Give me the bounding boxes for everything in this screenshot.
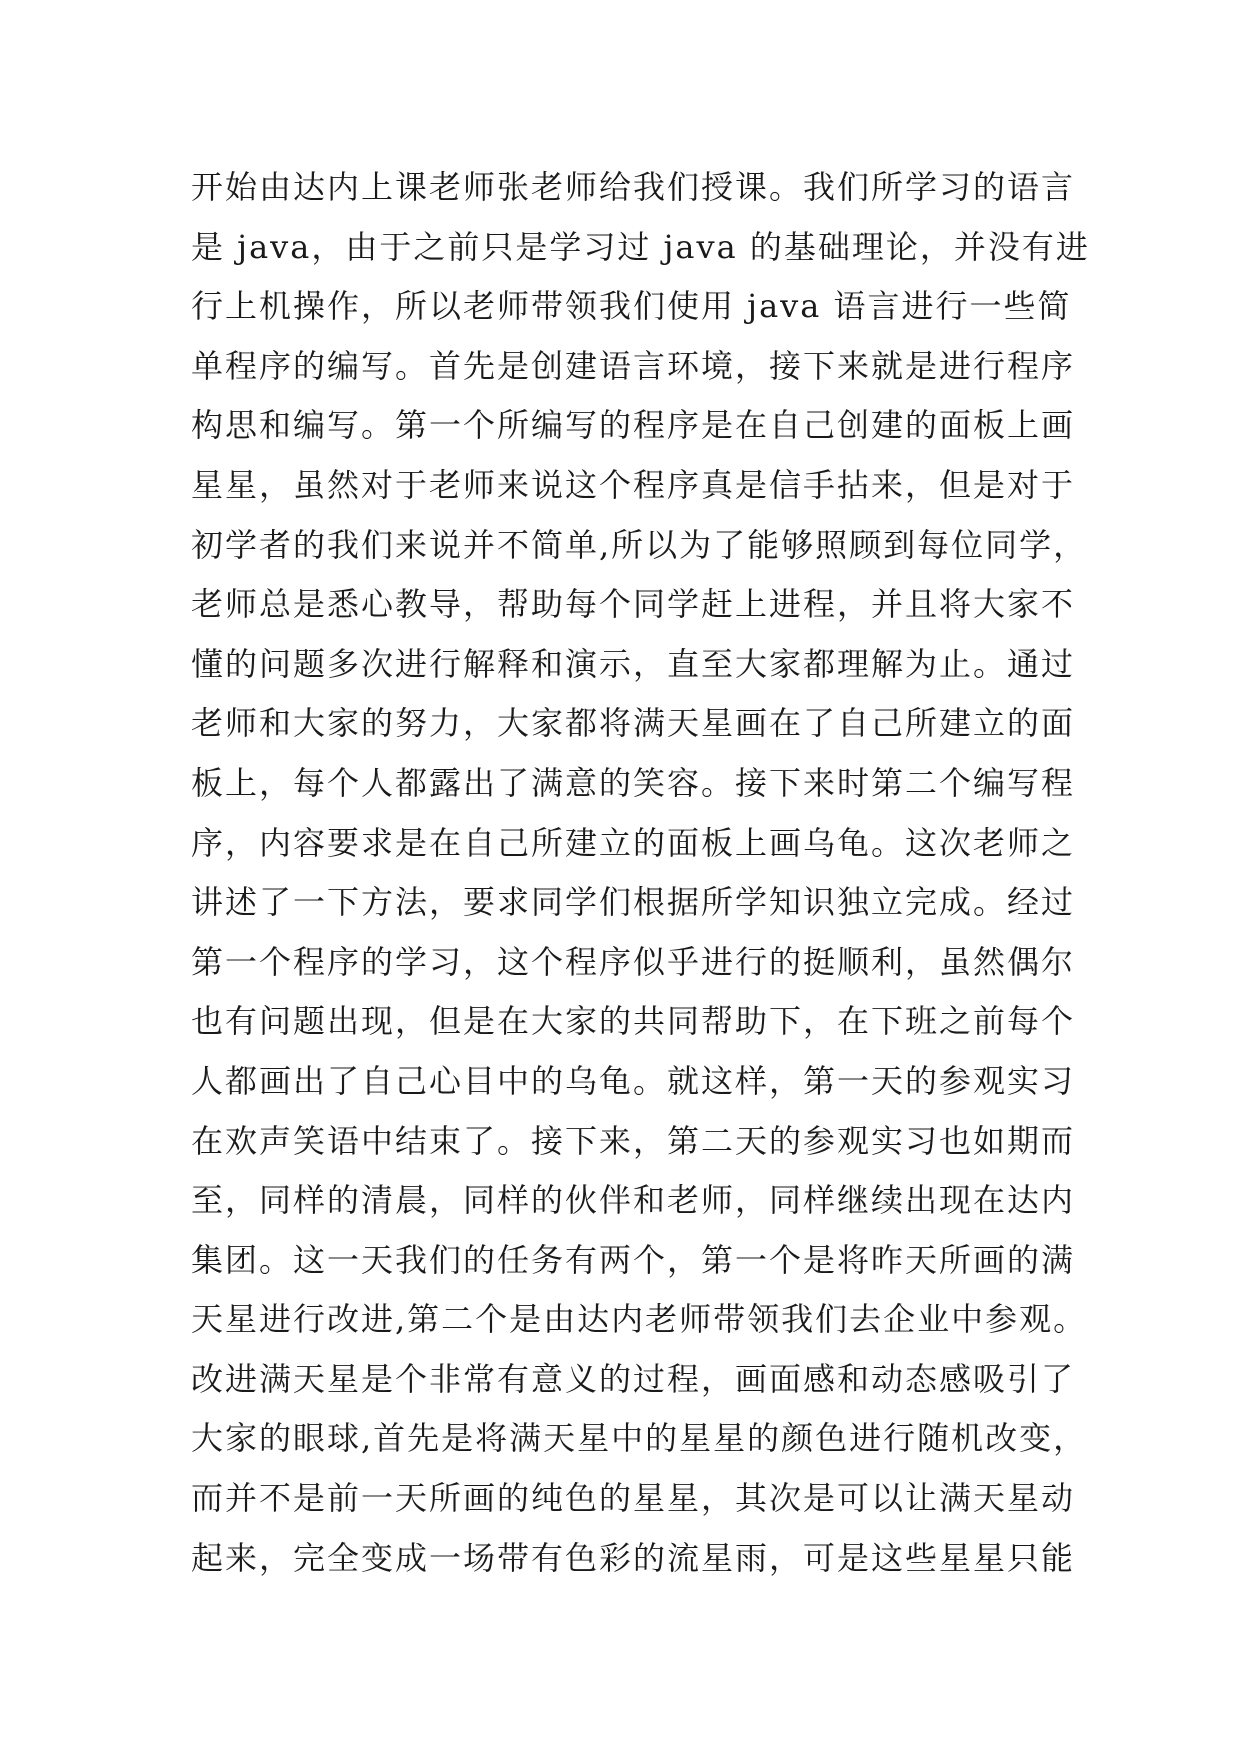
text-line: 起来，完全变成一场带有色彩的流星雨，可是这些星星只能 [191, 1538, 1076, 1577]
text-line: 大家的眼球,首先是将满天星中的星星的颜色进行随机改变， [191, 1419, 1088, 1458]
text-line: 天星进行改进,第二个是由达内老师带领我们去企业中参观。 [191, 1300, 1088, 1339]
text-line: 是 java，由于之前只是学习过 java 的基础理论，并没有进 [191, 227, 1090, 266]
text-line: 板上，每个人都露出了满意的笑容。接下来时第二个编写程 [191, 763, 1076, 802]
text-line: 开始由达内上课老师张老师给我们授课。我们所学习的语言 [191, 168, 1076, 206]
text-line: 讲述了一下方法，要求同学们根据所学知识独立完成。经过 [191, 883, 1076, 922]
text-line: 至，同样的清晨，同样的伙伴和老师，同样继续出现在达内 [191, 1181, 1076, 1220]
text-line: 集团。这一天我们的任务有两个，第一个是将昨天所画的满 [191, 1240, 1076, 1279]
body-text [191, 158, 1090, 1588]
text-line: 序，内容要求是在自己所建立的面板上画乌龟。这次老师之 [191, 823, 1076, 862]
text-line: 在欢声笑语中结束了。接下来，第二天的参观实习也如期而 [191, 1121, 1076, 1160]
text-line: 改进满天星是个非常有意义的过程，画面感和动态感吸引了 [191, 1359, 1076, 1398]
text-line: 初学者的我们来说并不简单,所以为了能够照顾到每位同学， [191, 525, 1088, 564]
text-line: 而并不是前一天所画的纯色的星星，其次是可以让满天星动 [191, 1479, 1076, 1518]
text-line: 行上机操作，所以老师带领我们使用 java 语言进行一些简 [191, 287, 1072, 326]
text-line: 单程序的编写。首先是创建语言环境，接下来就是进行程序 [191, 346, 1076, 385]
text-line: 星星，虽然对于老师来说这个程序真是信手拈来，但是对于 [191, 465, 1076, 504]
text-line: 构思和编写。第一个所编写的程序是在自己创建的面板上画 [191, 406, 1076, 445]
text-line: 老师和大家的努力，大家都将满天星画在了自己所建立的面 [191, 704, 1076, 743]
text-line: 老师总是悉心教导，帮助每个同学赶上进程，并且将大家不 [191, 585, 1076, 624]
text-line: 懂的问题多次进行解释和演示，直至大家都理解为止。通过 [191, 644, 1076, 683]
text-line: 人都画出了自己心目中的乌龟。就这样，第一天的参观实习 [191, 1061, 1076, 1100]
text-line: 也有问题出现，但是在大家的共同帮助下，在下班之前每个 [191, 1002, 1076, 1041]
text-line: 第一个程序的学习，这个程序似乎进行的挺顺利，虽然偶尔 [191, 942, 1076, 981]
